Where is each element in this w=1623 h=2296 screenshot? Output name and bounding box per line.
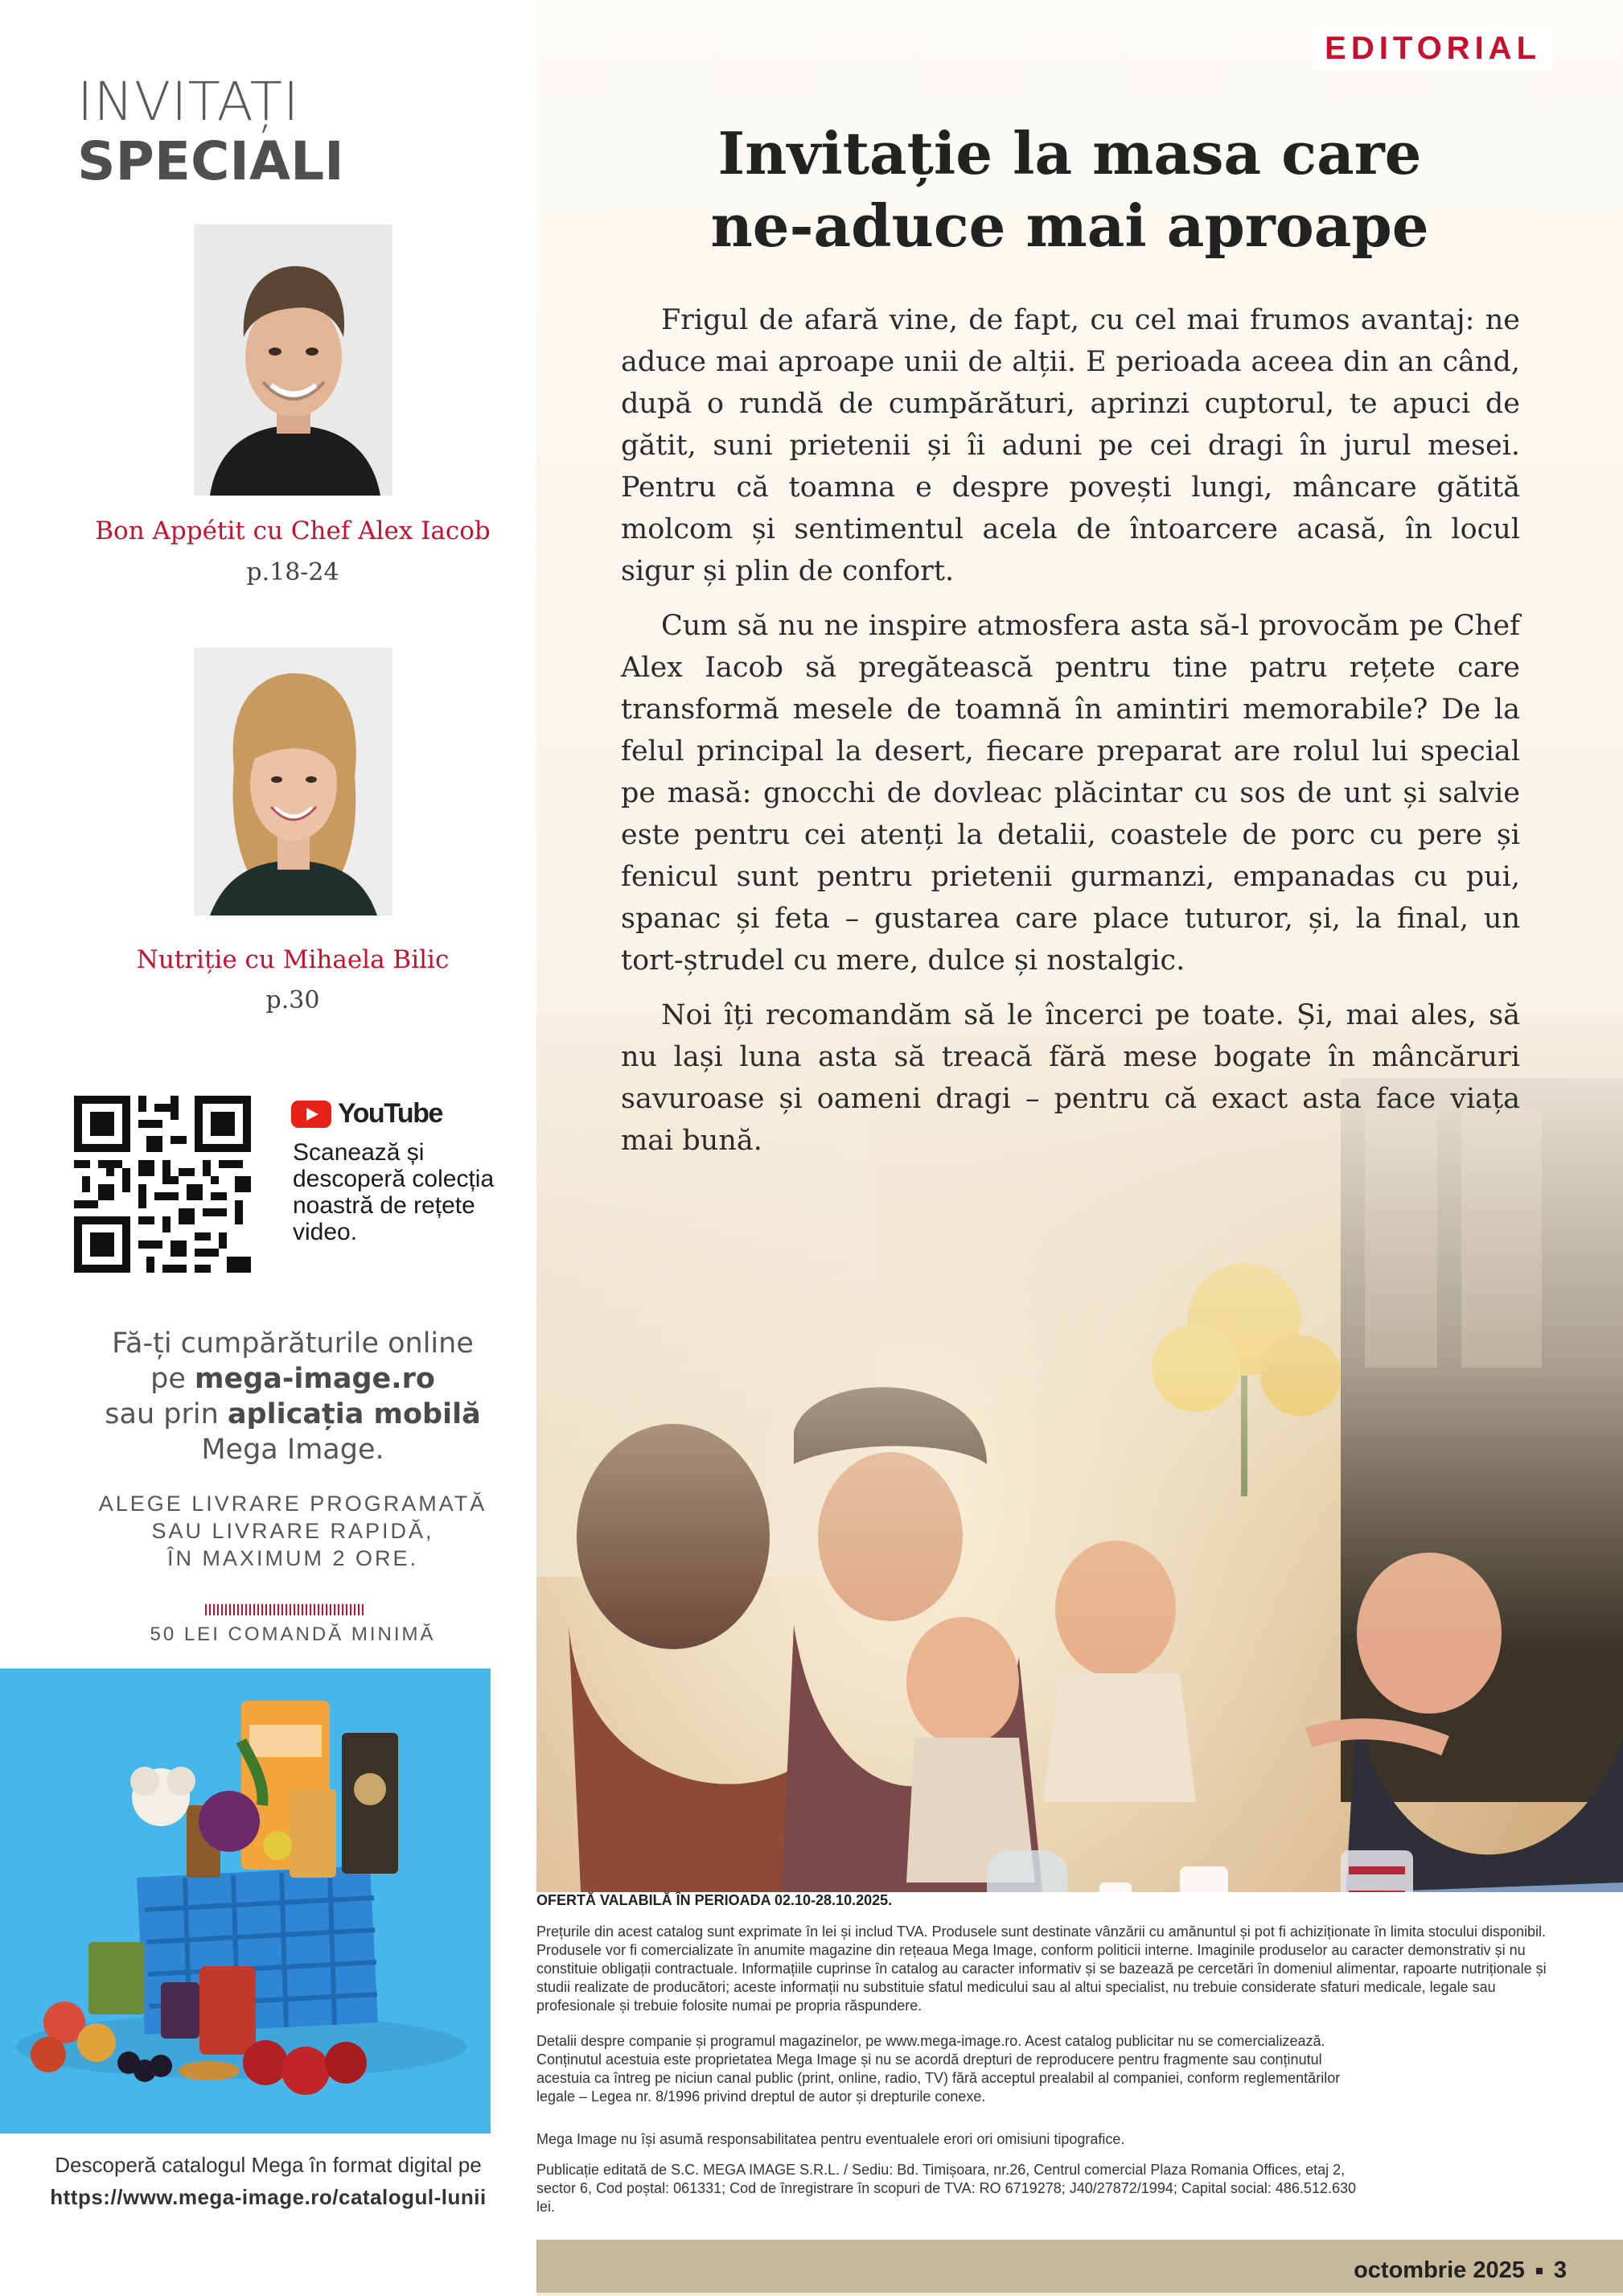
page-number: 3 bbox=[1553, 2257, 1567, 2283]
shop-app-link[interactable]: aplicația mobilă bbox=[227, 1398, 481, 1430]
min-order-text: 50 LEI COMANDĂ MINIMĂ bbox=[150, 1623, 436, 1645]
youtube-wordmark: YouTube bbox=[338, 1098, 442, 1129]
youtube-cta-text: Scanează și descoperă colecția noastră de rețete video. bbox=[293, 1139, 495, 1245]
footer-month: octombrie 2025 bbox=[1354, 2257, 1525, 2283]
page-footer bbox=[1354, 2257, 1567, 2284]
legal-paragraph-2: Detalii despre companie și programul magazinelor, pe www.mega-image.ro. Acest catalog publicitar nu se comercializează. Conținutul acestuia este proprietatea Mega Image și nu se acordă drepturi de reproducere pentru fragmente sau conținutul acestuia ca întreg pe niciun canal public (print, online, radio, TV) fără acceptul prealabil al companiei, conform reglementărilor legale – Legea nr. 8/1996 privind dreptul de autor și drepturile conexe. bbox=[536, 2033, 1341, 2105]
guest-2-name: Nutriție cu Mihaela Bilic bbox=[136, 945, 450, 974]
delivery-line2: SAU LIVRARE RAPIDĂ, bbox=[151, 1519, 434, 1543]
legal-area bbox=[536, 1892, 1623, 2240]
guests-title-line2: SPECIALI bbox=[77, 130, 344, 192]
shop-line1: Fă-ți cumpărăturile online bbox=[112, 1327, 474, 1360]
footer-separator-icon bbox=[1536, 2268, 1543, 2274]
delivery-line1: ALEGE LIVRARE PROGRAMATĂ bbox=[98, 1492, 487, 1516]
legal-paragraph-3: Mega Image nu își asumă responsabilitatea pentru eventualele erori ori omisiuni tipografice. bbox=[536, 2131, 1125, 2147]
delivery-line3: ÎN MAXIMUM 2 ORE. bbox=[166, 1546, 419, 1570]
article-body bbox=[621, 299, 1520, 1175]
shop-line2-pre: pe bbox=[150, 1363, 195, 1395]
section-tag-editorial: EDITORIAL bbox=[1313, 27, 1552, 70]
article-paragraph: Cum să nu ne inspire atmosfera asta să-l provocăm pe Chef Alex Iacob să pregătească pentru tine patru rețete care transformă mesele de toamnă în amintiri memorabile? De la felul principal la desert, fiecare preparat are rolul lui special pe masă: gnocchi de dovleac plăcintar cu sos de unt și salvie este pentru cei atenți la detalii, coastele de porc cu pere și fenicul sunt pentru prietenii gurmanzi, empanadas cu pui, spanac și feta – gustarea care place tuturor, și, la final, un tort-ștrudel cu mere, dulce și nostalgic. bbox=[621, 610, 1520, 977]
digital-catalog-text: Descoperă catalogul Mega în format digital pe bbox=[55, 2153, 482, 2177]
qr-code-icon[interactable] bbox=[74, 1096, 251, 1273]
legal-title: OFERTĂ VALABILĂ ÎN PERIOADA 02.10-28.10.2025. bbox=[536, 1892, 893, 1908]
legal-paragraph-4: Publicație editată de S.C. MEGA IMAGE S.R.L. / Sediu: Bd. Timișoara, nr.26, Centrul comercial Plaza Romania Offices, etaj 2, sector 6, Cod poștal: 061331; Cod de înregistrare în scopuri de TVA: RO 6719278; J40/27872/1994; Capital social: 486.512.630 lei. bbox=[536, 2162, 1356, 2215]
article-paragraph: Noi îți recomandăm să le încerci pe toate. Și, mai ales, să nu lași luna asta să treacă fără mese bogate în mâncăruri savuroase și oameni dragi – pentru că exact asta face viața mai bună. bbox=[621, 999, 1520, 1157]
shop-line2 bbox=[32, 1361, 553, 1397]
headline-line2: ne-aduce mai aproape bbox=[710, 191, 1429, 260]
guests-title-line1: INVITAȚI bbox=[77, 71, 300, 133]
shop-line3-pre: sau prin bbox=[105, 1398, 228, 1430]
guests-title bbox=[77, 72, 344, 191]
article-headline bbox=[595, 117, 1544, 262]
guest-2-pages: p.30 bbox=[265, 986, 320, 1014]
left-sidebar bbox=[0, 0, 536, 2296]
shop-line4: Mega Image. bbox=[201, 1434, 384, 1466]
youtube-play-icon bbox=[291, 1101, 331, 1128]
groceries-crate-image bbox=[0, 1669, 491, 2133]
chef-portrait-image bbox=[194, 224, 392, 496]
guest-1-pages: p.18-24 bbox=[246, 558, 339, 586]
shop-line3 bbox=[32, 1397, 553, 1432]
headline-line1: Invitație la masa care bbox=[717, 119, 1422, 187]
digital-catalog-link[interactable]: https://www.mega-image.ro/catalogul-lunii bbox=[50, 2185, 487, 2209]
article-paragraph: Frigul de afară vine, de fapt, cu cel mai frumos avantaj: ne aduce mai aproape unii de alții. E perioada aceea din an când, după o rundă de cumpărături, aprinzi cuptorul, te apuci de gătit, suni prietenii și îi aduni pe cei dragi în jurul mesei. Pentru că toamna e despre povești lungi, mâncare gătită molcom și sentimentul acela de întoarcere acasă, în locul sigur și plin de confort. bbox=[621, 304, 1520, 587]
nutritionist-portrait-image bbox=[194, 648, 392, 916]
dotted-divider bbox=[205, 1604, 366, 1615]
delivery-info bbox=[32, 1490, 553, 1572]
youtube-logo[interactable] bbox=[291, 1098, 442, 1129]
legal-paragraph-1: Prețurile din acest catalog sunt exprimate în lei și includ TVA. Produsele sunt destinate vânzării cu amănuntul și pot fi achiziționate în limita stocului disponibil. Produsele vor fi comercializate în anumite magazine din rețeaua Mega Image, conform politicii interne. Imaginile produselor au caracter demonstrativ și nu constituie obligații contractuale. Informațiile cuprinse în catalog au caracter informativ și se bazează pe cercetări în domeniul alimentar, rapoarte nutriționale și studii realizate de producători; aceste informații nu substituie sfatul medicului sau al altui specialist, nu trebuie considerate sfaturi medicale, legale sau profesionale și trebuie folosite numai pe propria răspundere. bbox=[536, 1924, 1547, 2014]
shop-website-link[interactable]: mega-image.ro bbox=[195, 1363, 435, 1395]
guest-1-name: Bon Appétit cu Chef Alex Iacob bbox=[95, 516, 491, 545]
